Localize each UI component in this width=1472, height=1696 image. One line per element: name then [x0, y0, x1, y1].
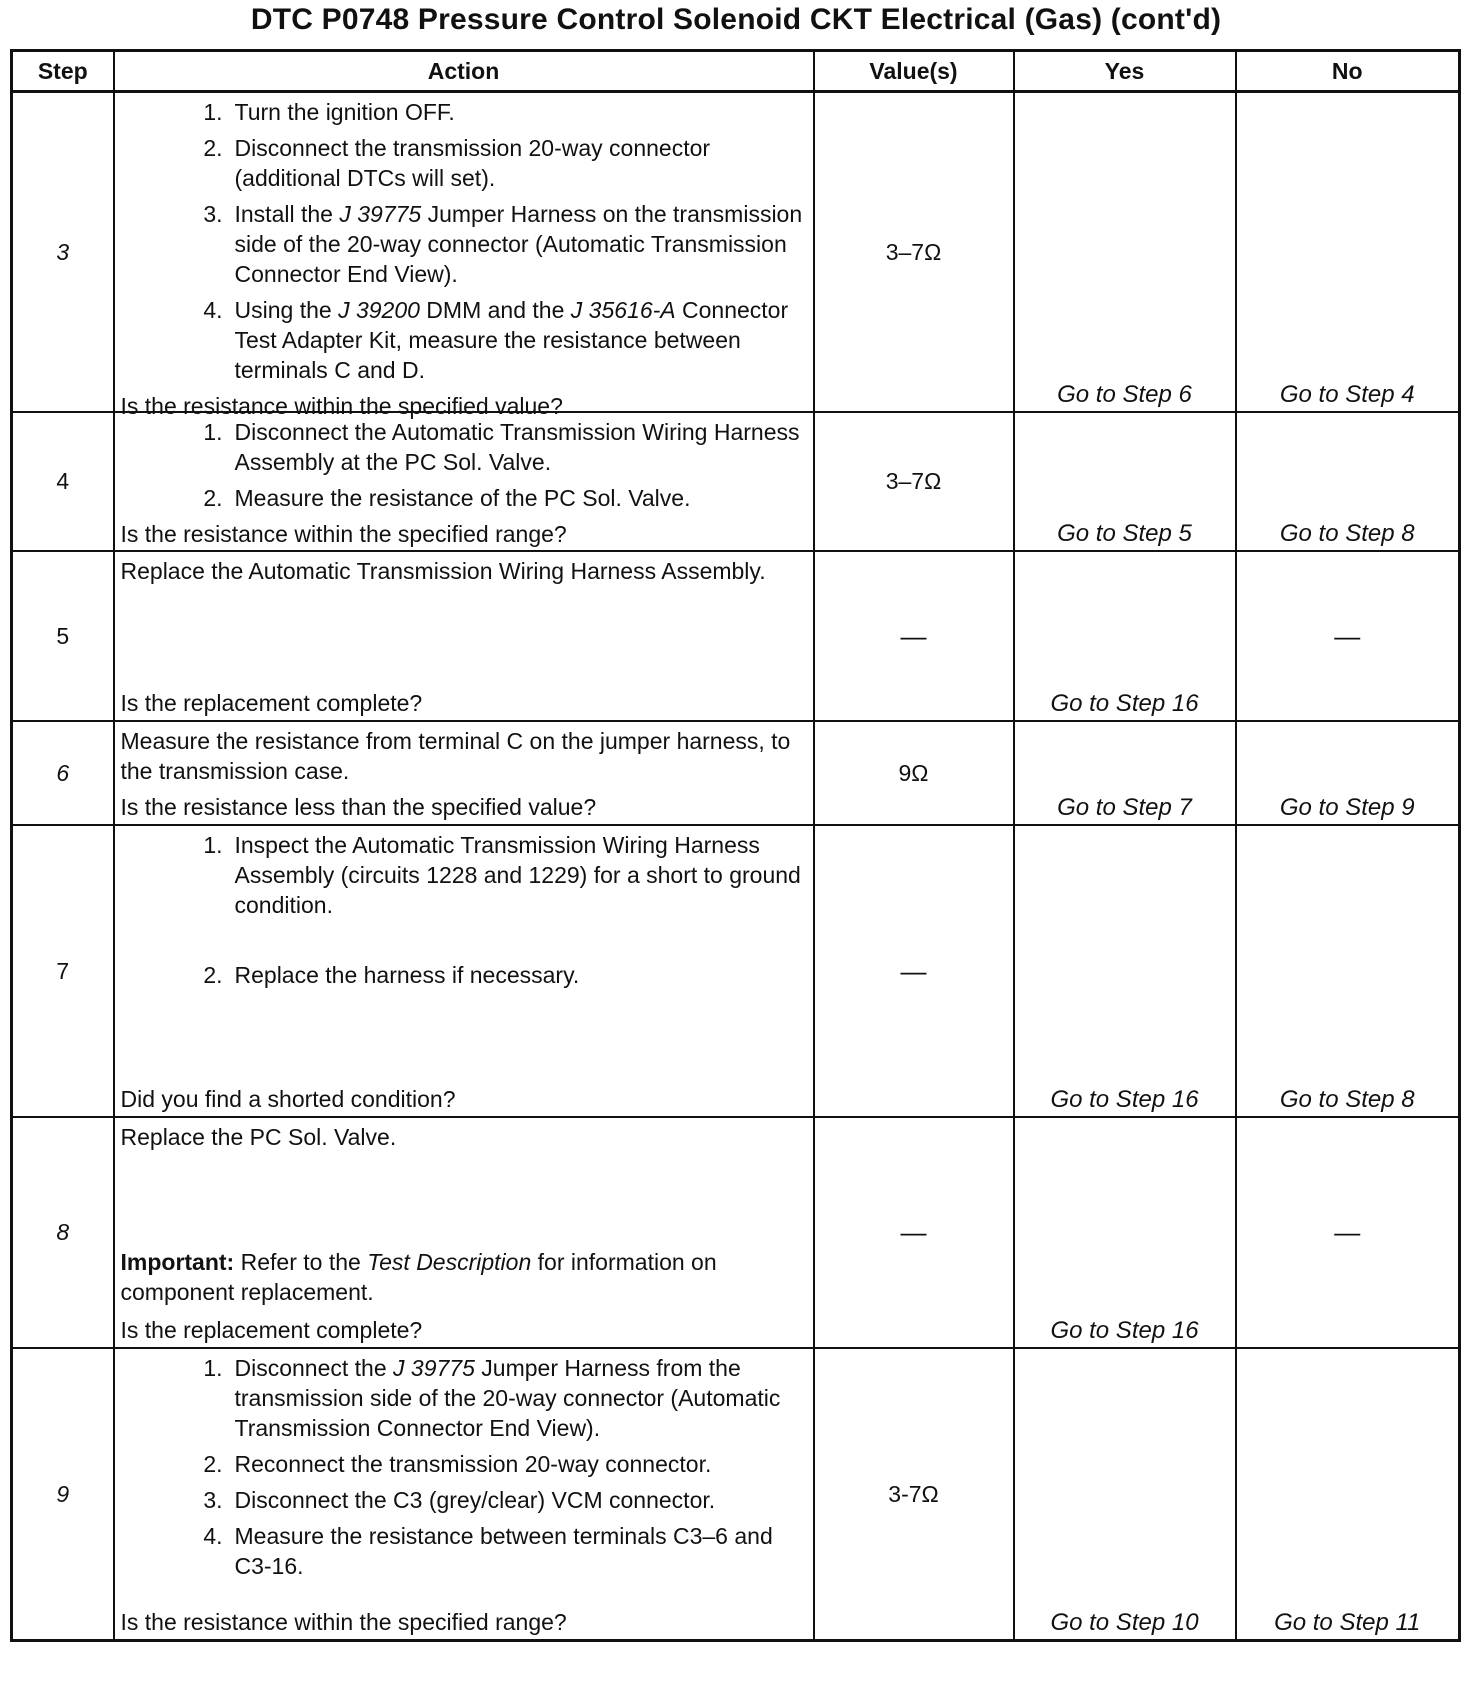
page-title: DTC P0748 Pressure Control Solenoid CKT Electrical (Gas) (cont'd)	[250, 3, 1222, 36]
value-cell: —	[814, 1117, 1014, 1348]
header-values: Value(s)	[814, 51, 1014, 92]
action-cell	[114, 412, 814, 551]
action-cell	[114, 1117, 814, 1348]
value-cell: 3–7Ω	[814, 92, 1014, 413]
table-row	[12, 412, 1460, 551]
table-row	[12, 551, 1460, 721]
step-number: 6	[12, 721, 114, 825]
yes-link[interactable]: Go to Step 16	[1014, 551, 1236, 721]
yes-link[interactable]: Go to Step 16	[1014, 1117, 1236, 1348]
step-number: 9	[12, 1348, 114, 1641]
action-item: 1. Turn the ignition OFF.	[203, 99, 455, 125]
value-cell: 9Ω	[814, 721, 1014, 825]
no-cell: —	[1236, 1117, 1460, 1348]
action-item: 4. Using the J 39200 DMM and the J 35616-A Connector Test Adapter Kit, measure the resistance between terminals C and D.	[203, 297, 789, 383]
action-item: 2. Replace the harness if necessary.	[203, 962, 580, 988]
yes-link[interactable]: Go to Step 5	[1014, 412, 1236, 551]
value-cell: 3–7Ω	[814, 412, 1014, 551]
table-row	[12, 721, 1460, 825]
step-number: 3	[12, 92, 114, 413]
question-text: Did you find a shorted condition?	[120, 1086, 456, 1112]
no-link[interactable]: Go to Step 4	[1236, 92, 1460, 413]
header-no: No	[1236, 51, 1460, 92]
action-item: 1. Inspect the Automatic Transmission Wiring Harness Assembly (circuits 1228 and 1229) for a short to ground condition.	[203, 832, 801, 918]
action-cell	[114, 92, 814, 419]
action-item: 3. Disconnect the C3 (grey/clear) VCM connector.	[203, 1487, 716, 1513]
question-text: Is the resistance less than the specified value?	[120, 794, 597, 820]
action-item: 1. Disconnect the J 39775 Jumper Harness from the transmission side of the 20-way connector (Automatic Transmission Connector End View).	[203, 1355, 781, 1441]
yes-link[interactable]: Go to Step 6	[1014, 92, 1236, 413]
step-number: 7	[12, 825, 114, 1117]
no-link[interactable]: Go to Step 11	[1236, 1348, 1460, 1641]
diagnostic-table	[10, 49, 1461, 1642]
table-row	[12, 1348, 1460, 1641]
no-link[interactable]: Go to Step 9	[1236, 721, 1460, 825]
value-cell: —	[814, 825, 1014, 1117]
action-item: 3. Install the J 39775 Jumper Harness on the transmission side of the 20-way connector (Automatic Transmission Connector End View).	[203, 201, 803, 287]
action-item: 4. Measure the resistance between terminals C3–6 and C3-16.	[203, 1523, 773, 1579]
action-item: 2. Disconnect the transmission 20-way connector (additional DTCs will set).	[203, 135, 711, 191]
action-item: 2. Reconnect the transmission 20-way connector.	[203, 1451, 712, 1477]
no-cell: —	[1236, 551, 1460, 721]
tool-ref: J 39775	[339, 201, 422, 227]
action-text: Replace the PC Sol. Valve.	[120, 1124, 397, 1150]
yes-link[interactable]: Go to Step 7	[1014, 721, 1236, 825]
action-cell	[114, 551, 814, 721]
tool-ref: J 39200	[338, 297, 420, 323]
table-header-row	[12, 51, 1460, 92]
table-row	[12, 825, 1460, 1117]
action-cell	[114, 825, 814, 1117]
no-link[interactable]: Go to Step 8	[1236, 412, 1460, 551]
table-row	[12, 92, 1460, 413]
action-cell	[114, 1348, 814, 1641]
yes-link[interactable]: Go to Step 10	[1014, 1348, 1236, 1641]
action-item: 2. Measure the resistance of the PC Sol. Valve.	[203, 485, 691, 511]
action-text: Replace the Automatic Transmission Wiring Harness Assembly.	[120, 558, 766, 584]
header-action: Action	[114, 51, 814, 92]
question-text: Is the resistance within the specified value?	[120, 393, 563, 419]
table-row	[12, 1117, 1460, 1348]
action-cell	[114, 721, 814, 825]
step-number: 8	[12, 1117, 114, 1348]
important-note: Important: Refer to the Test Description for information on component replacement.	[120, 1249, 717, 1305]
question-text: Is the replacement complete?	[120, 690, 423, 716]
question-text: Is the replacement complete?	[120, 1317, 423, 1343]
value-cell: 3-7Ω	[814, 1348, 1014, 1641]
header-yes: Yes	[1014, 51, 1236, 92]
step-number: 4	[12, 412, 114, 551]
tool-ref: J 35616-A	[570, 297, 676, 323]
no-link[interactable]: Go to Step 8	[1236, 825, 1460, 1117]
question-text: Is the resistance within the specified range?	[120, 521, 567, 547]
header-step: Step	[12, 51, 114, 92]
action-item: 1. Disconnect the Automatic Transmission Wiring Harness Assembly at the PC Sol. Valve.	[203, 419, 800, 475]
question-text: Is the resistance within the specified range?	[120, 1609, 567, 1635]
action-text: Measure the resistance from terminal C on the jumper harness, to the transmission case.	[120, 728, 791, 784]
value-cell: —	[814, 551, 1014, 721]
step-number: 5	[12, 551, 114, 721]
tool-ref: J 39775	[393, 1355, 475, 1381]
yes-link[interactable]: Go to Step 16	[1014, 825, 1236, 1117]
